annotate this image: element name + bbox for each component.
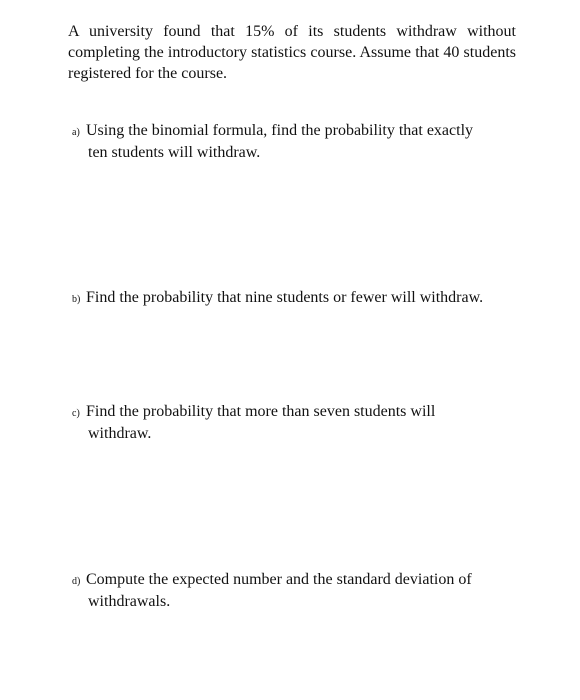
question-marker: c) <box>72 408 80 419</box>
question-marker: a) <box>72 127 80 138</box>
question-text-line1: Compute the expected number and the standard deviation of <box>86 571 472 588</box>
question-text-line2: withdraw. <box>88 425 152 442</box>
question-d <box>72 570 512 612</box>
question-text-line1: Using the binomial formula, find the probability that exactly <box>86 122 474 139</box>
question-text-line2: withdrawals. <box>88 593 171 610</box>
question-marker: d) <box>72 576 81 587</box>
question-a <box>72 121 512 163</box>
question-c <box>72 402 512 444</box>
question-text-line1: Find the probability that nine students or fewer will withdraw. <box>86 289 484 306</box>
question-b <box>72 288 512 310</box>
question-text-line2: ten students will withdraw. <box>88 144 261 161</box>
question-text-line1: Find the probability that more than seven students will <box>86 403 436 420</box>
question-marker: b) <box>72 294 81 305</box>
problem-intro: A university found that 15% of its students withdraw without completing the introductory statistics course. Assume that 40 students registered for the course. <box>68 23 516 82</box>
